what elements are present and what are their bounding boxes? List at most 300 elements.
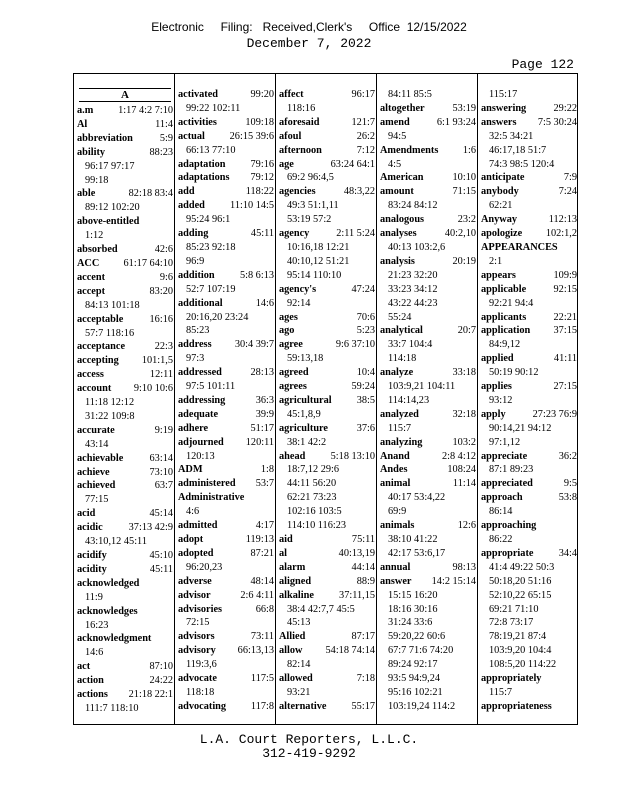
index-continuation-line bbox=[279, 102, 375, 116]
page-line-refs: 95:14 110:10 bbox=[287, 269, 342, 281]
index-continuation-line bbox=[77, 619, 173, 633]
page-line-refs: 115:7 bbox=[388, 422, 412, 434]
index-entry bbox=[77, 521, 173, 535]
index-entry bbox=[279, 700, 375, 714]
page-line-refs: 42:6 bbox=[154, 244, 173, 256]
index-term: ago bbox=[279, 325, 295, 337]
index-continuation-line bbox=[380, 672, 476, 686]
page-line-refs: 73:10 bbox=[149, 466, 173, 478]
index-entry bbox=[77, 340, 173, 354]
index-term: advisors bbox=[178, 631, 215, 643]
index-continuation-line bbox=[481, 422, 577, 436]
index-column-1 bbox=[77, 86, 173, 720]
index-entry bbox=[178, 477, 274, 491]
page-line-refs: 18:16 30:16 bbox=[388, 603, 438, 615]
index-continuation-line bbox=[178, 102, 274, 116]
index-entry bbox=[481, 227, 577, 241]
page-line-refs: 41:4 49:22 50:3 bbox=[489, 561, 555, 573]
page-line-refs: 97:1,12 bbox=[489, 436, 521, 448]
index-continuation-line bbox=[481, 589, 577, 603]
index-term: appropriate bbox=[481, 547, 534, 559]
index-term: addition bbox=[178, 269, 215, 281]
index-term: apologize bbox=[481, 228, 523, 240]
index-entry bbox=[279, 227, 375, 241]
index-entry bbox=[380, 116, 476, 130]
index-continuation-line bbox=[279, 436, 375, 450]
page-line-refs: 87:10 bbox=[149, 661, 173, 673]
index-continuation-line bbox=[380, 338, 476, 352]
page-line-refs: 1:12 bbox=[85, 230, 104, 242]
index-term: accent bbox=[77, 271, 106, 283]
index-entry bbox=[481, 269, 577, 283]
page-line-refs: 99:20 bbox=[250, 89, 274, 100]
index-continuation-line bbox=[481, 158, 577, 172]
index-continuation-line bbox=[380, 311, 476, 325]
page-line-refs: 86:22 bbox=[489, 534, 513, 545]
page-line-refs: 117:5 bbox=[250, 673, 274, 685]
page-line-refs: 55:17 bbox=[351, 700, 375, 712]
page-line-refs: 102:16 103:5 bbox=[287, 506, 342, 518]
index-term: actual bbox=[178, 130, 205, 142]
page-line-refs: 40:17 53:4,22 bbox=[388, 492, 446, 504]
index-term: aforesaid bbox=[279, 116, 320, 128]
index-continuation-line bbox=[77, 160, 173, 174]
page-line-refs: 89:12 102:20 bbox=[85, 202, 140, 214]
page-line-refs: 38:5 bbox=[356, 394, 375, 406]
page-line-refs: 7:12 bbox=[356, 144, 375, 156]
index-entry bbox=[178, 589, 274, 603]
page-number: Page 122 bbox=[511, 57, 574, 72]
index-continuation-line bbox=[380, 589, 476, 603]
index-entry bbox=[481, 324, 577, 338]
index-continuation-line bbox=[178, 213, 274, 227]
page-line-refs: 102:1,2 bbox=[545, 228, 577, 240]
index-continuation-line bbox=[279, 352, 375, 366]
page-line-refs: 53:8 bbox=[558, 492, 577, 504]
index-continuation-line bbox=[380, 422, 476, 436]
page-line-refs: 33:7 104:4 bbox=[388, 339, 433, 351]
index-entry bbox=[380, 575, 476, 589]
index-continuation-line bbox=[77, 299, 173, 313]
index-continuation-line bbox=[279, 408, 375, 422]
index-continuation-line bbox=[380, 547, 476, 561]
index-continuation-line bbox=[380, 269, 476, 283]
index-entry bbox=[380, 450, 476, 464]
page-line-refs: 90:14,21 94:12 bbox=[489, 422, 552, 434]
index-continuation-line bbox=[279, 519, 375, 533]
page-line-refs: 29:22 bbox=[553, 102, 577, 114]
page-line-refs: 37:11,15 bbox=[339, 589, 375, 601]
page-line-refs: 75:11 bbox=[351, 534, 375, 545]
index-term: Amendments bbox=[380, 144, 439, 156]
index-continuation-line bbox=[481, 561, 577, 575]
page-line-refs: 92:14 bbox=[287, 297, 311, 309]
index-continuation-line bbox=[77, 174, 173, 188]
page-line-refs: 7:24 bbox=[558, 186, 577, 198]
index-entry bbox=[77, 563, 173, 577]
page-line-refs: 44:14 bbox=[351, 561, 375, 573]
page-line-refs: 101:1,5 bbox=[141, 355, 173, 367]
index-term: activities bbox=[178, 116, 217, 128]
index-entry bbox=[279, 394, 375, 408]
index-continuation-line bbox=[178, 505, 274, 519]
page-line-refs: 14:2 15:14 bbox=[431, 575, 476, 587]
index-term: aligned bbox=[279, 575, 312, 587]
index-entry bbox=[77, 243, 173, 257]
index-term: alarm bbox=[279, 561, 306, 573]
index-entry bbox=[380, 171, 476, 185]
page-line-refs: 9:6 37:10 bbox=[335, 339, 375, 351]
index-entry bbox=[380, 463, 476, 477]
page-line-refs: 37:6 bbox=[356, 422, 375, 434]
index-term: agency bbox=[279, 228, 310, 240]
page-line-refs: 111:7 118:10 bbox=[85, 702, 139, 714]
index-entry bbox=[178, 547, 274, 561]
index-term: accept bbox=[77, 285, 106, 297]
index-continuation-line bbox=[77, 396, 173, 410]
index-term: amend bbox=[380, 116, 410, 128]
index-term: agreed bbox=[279, 367, 309, 379]
page-line-refs: 85:23 92:18 bbox=[186, 241, 236, 253]
index-term: altogether bbox=[380, 102, 425, 114]
index-continuation-line bbox=[481, 533, 577, 547]
page-line-refs: 43:22 44:23 bbox=[388, 297, 438, 309]
page-line-refs: 79:12 bbox=[250, 172, 274, 184]
index-continuation-line bbox=[77, 410, 173, 424]
page-line-refs: 14:6 bbox=[255, 297, 274, 309]
index-term: absorbed bbox=[77, 244, 118, 256]
index-term: afternoon bbox=[279, 144, 322, 156]
page-line-refs: 33:18 bbox=[452, 367, 476, 379]
page-line-refs: 43:10,12 45:11 bbox=[85, 536, 147, 548]
index-term: al bbox=[279, 547, 288, 559]
index-term: alternative bbox=[279, 700, 327, 712]
index-term: action bbox=[77, 675, 104, 687]
page-line-refs: 48:3,22 bbox=[343, 186, 375, 198]
index-term: addressed bbox=[178, 367, 222, 379]
index-continuation-line bbox=[481, 630, 577, 644]
page-line-refs: 96:9 bbox=[186, 255, 205, 267]
index-continuation-line bbox=[77, 591, 173, 605]
index-term: answering bbox=[481, 102, 527, 114]
page-line-refs: 74:3 98:5 120:4 bbox=[489, 158, 555, 170]
index-entry bbox=[178, 338, 274, 352]
index-continuation-line bbox=[279, 477, 375, 491]
index-entry bbox=[77, 382, 173, 396]
page-line-refs: 120:13 bbox=[186, 450, 215, 462]
index-term: allowed bbox=[279, 673, 313, 685]
index-continuation-line bbox=[481, 338, 577, 352]
index-continuation-line bbox=[178, 241, 274, 255]
index-entry bbox=[380, 255, 476, 269]
page-line-refs: 96:17 bbox=[351, 89, 375, 100]
index-entry bbox=[279, 283, 375, 297]
index-entry bbox=[77, 605, 173, 619]
page-line-refs: 95:24 96:1 bbox=[186, 214, 231, 226]
index-entry bbox=[77, 466, 173, 480]
index-term: approaching bbox=[481, 520, 537, 532]
index-continuation-line bbox=[77, 646, 173, 660]
index-continuation-line bbox=[481, 644, 577, 658]
page-line-refs: 83:20 bbox=[149, 285, 173, 297]
page-line-refs: 40:10,12 51:21 bbox=[287, 255, 350, 267]
index-entry bbox=[380, 227, 476, 241]
index-entry bbox=[77, 354, 173, 368]
page-line-refs: 72:8 73:17 bbox=[489, 617, 534, 629]
index-entry bbox=[279, 338, 375, 352]
index-continuation-line bbox=[380, 394, 476, 408]
index-entry bbox=[279, 116, 375, 130]
page-line-refs: 12:6 bbox=[457, 520, 476, 532]
index-term: acidify bbox=[77, 550, 107, 561]
index-entry bbox=[178, 422, 274, 436]
index-term: addressing bbox=[178, 394, 226, 406]
page-line-refs: 45:13 bbox=[287, 617, 311, 629]
page-line-refs: 4:6 bbox=[186, 506, 200, 518]
page-line-refs: 108:24 bbox=[447, 464, 476, 476]
index-continuation-line bbox=[481, 505, 577, 519]
index-column-5 bbox=[481, 88, 577, 720]
index-continuation-line bbox=[380, 380, 476, 394]
page-line-refs: 66:13 77:10 bbox=[186, 144, 236, 156]
index-continuation-line bbox=[178, 561, 274, 575]
index-entry bbox=[279, 672, 375, 686]
index-entry bbox=[279, 311, 375, 325]
index-term: achievable bbox=[77, 452, 124, 464]
index-entry bbox=[481, 672, 577, 686]
page-line-refs: 50:19 90:12 bbox=[489, 367, 539, 379]
page-line-refs: 37:15 bbox=[553, 325, 577, 337]
page-line-refs: 33:23 34:12 bbox=[388, 283, 438, 295]
page-line-refs: 42:17 53:6,17 bbox=[388, 547, 446, 559]
index-entry bbox=[279, 547, 375, 561]
page-line-refs: 84:9,12 bbox=[489, 339, 521, 351]
index-term: Al bbox=[77, 118, 88, 130]
page-line-refs: 72:15 bbox=[186, 617, 210, 629]
index-entry bbox=[178, 297, 274, 311]
index-term: analyzed bbox=[380, 408, 419, 420]
page-line-refs: 103:9,21 104:11 bbox=[388, 381, 456, 393]
index-entry bbox=[481, 283, 577, 297]
index-entry bbox=[178, 644, 274, 658]
page-line-refs: 86:14 bbox=[489, 506, 513, 518]
index-continuation-line bbox=[178, 283, 274, 297]
index-entry bbox=[178, 700, 274, 714]
column-divider bbox=[477, 74, 478, 724]
index-term: answer bbox=[380, 575, 412, 587]
index-term: Anyway bbox=[481, 214, 518, 226]
page-line-refs: 109:18 bbox=[245, 116, 274, 128]
index-term: acceptance bbox=[77, 341, 126, 353]
index-entry bbox=[481, 116, 577, 130]
index-entry bbox=[481, 450, 577, 464]
index-term: acid bbox=[77, 508, 96, 520]
index-term: alkaline bbox=[279, 589, 314, 601]
index-term: applies bbox=[481, 381, 512, 393]
index-continuation-line bbox=[77, 229, 173, 243]
index-term: agree bbox=[279, 339, 303, 351]
index-term: answers bbox=[481, 116, 517, 128]
page-line-refs: 62:21 73:23 bbox=[287, 492, 337, 504]
index-term: adding bbox=[178, 228, 209, 240]
index-continuation-line bbox=[77, 702, 173, 716]
index-entry bbox=[481, 241, 577, 255]
index-entry bbox=[77, 118, 173, 132]
index-entry bbox=[481, 700, 577, 714]
page-line-refs: 20:7 bbox=[457, 325, 476, 337]
index-continuation-line bbox=[279, 269, 375, 283]
page-line-refs: 73:11 bbox=[250, 631, 274, 643]
column-divider bbox=[174, 74, 175, 724]
index-entry bbox=[279, 158, 375, 172]
page-line-refs: 87:17 bbox=[351, 631, 375, 643]
index-continuation-line bbox=[178, 686, 274, 700]
page-line-refs: 61:17 64:10 bbox=[123, 257, 173, 269]
index-entry bbox=[178, 436, 274, 450]
index-continuation-line bbox=[380, 644, 476, 658]
index-continuation-line bbox=[279, 171, 375, 185]
page-line-refs: 24:22 bbox=[149, 675, 173, 687]
page-line-refs: 6:1 93:24 bbox=[436, 116, 476, 128]
page-line-refs: 89:24 92:17 bbox=[388, 659, 438, 671]
page-line-refs: 7:5 30:24 bbox=[537, 116, 577, 128]
index-continuation-line bbox=[481, 394, 577, 408]
page-line-refs: 9:10 10:6 bbox=[133, 383, 173, 395]
page-line-refs: 97:5 101:11 bbox=[186, 381, 236, 393]
page-line-refs: 99:18 bbox=[85, 174, 109, 186]
index-term: agricultural bbox=[279, 394, 332, 406]
index-entry bbox=[178, 533, 274, 547]
index-entry bbox=[77, 674, 173, 688]
index-entry bbox=[77, 577, 173, 591]
index-term: activated bbox=[178, 89, 219, 100]
index-continuation-line bbox=[279, 199, 375, 213]
index-entry bbox=[178, 130, 274, 144]
page-line-refs: 95:16 102:21 bbox=[388, 686, 443, 698]
page-line-refs: 114:14,23 bbox=[388, 394, 430, 406]
page-line-refs: 18:7,12 29:6 bbox=[287, 464, 340, 476]
page-line-refs: 21:23 32:20 bbox=[388, 269, 438, 281]
index-entry bbox=[279, 130, 375, 144]
page-line-refs: 26:2 bbox=[356, 130, 375, 142]
index-entry bbox=[77, 632, 173, 646]
index-term: adverse bbox=[178, 575, 212, 587]
index-entry bbox=[380, 185, 476, 199]
index-entry bbox=[279, 644, 375, 658]
page-line-refs: 16:23 bbox=[85, 619, 109, 631]
index-term: achieve bbox=[77, 466, 110, 478]
page-line-refs: 20:19 bbox=[452, 255, 476, 267]
index-continuation-line bbox=[279, 616, 375, 630]
page-line-refs: 12:11 bbox=[149, 369, 173, 381]
page-line-refs: 84:11 85:5 bbox=[388, 89, 432, 100]
page-line-refs: 71:15 bbox=[452, 186, 476, 198]
index-entry bbox=[279, 380, 375, 394]
index-entry bbox=[178, 185, 274, 199]
index-term: APPEARANCES bbox=[481, 241, 558, 253]
index-entry bbox=[77, 688, 173, 702]
index-entry bbox=[279, 450, 375, 464]
page-line-refs: 88:23 bbox=[149, 146, 173, 158]
index-term: appropriately bbox=[481, 673, 542, 685]
index-continuation-line bbox=[380, 505, 476, 519]
index-entry bbox=[481, 311, 577, 325]
index-continuation-line bbox=[178, 616, 274, 630]
index-term: adopt bbox=[178, 534, 204, 545]
page-line-refs: 21:18 22:1 bbox=[128, 689, 173, 701]
page-line-refs: 4:5 bbox=[388, 158, 402, 170]
index-term: agrees bbox=[279, 381, 307, 393]
page-line-refs: 5:8 6:13 bbox=[239, 269, 274, 281]
page-line-refs: 77:15 bbox=[85, 494, 109, 506]
page-line-refs: 63:14 bbox=[149, 452, 173, 464]
index-entry bbox=[481, 491, 577, 505]
index-continuation-line bbox=[77, 327, 173, 341]
index-term: Anand bbox=[380, 450, 410, 462]
index-entry bbox=[380, 366, 476, 380]
page-line-refs: 1:8 bbox=[260, 464, 274, 476]
index-term: able bbox=[77, 188, 96, 200]
page-line-refs: 10:4 bbox=[356, 367, 375, 379]
index-entry bbox=[77, 424, 173, 438]
page-line-refs: 11:10 14:5 bbox=[230, 200, 274, 212]
page-line-refs: 66:13,13 bbox=[237, 645, 274, 657]
index-term: adopted bbox=[178, 547, 214, 559]
index-entry bbox=[77, 285, 173, 299]
page-line-refs: 14:6 bbox=[85, 647, 104, 659]
index-term: acceptable bbox=[77, 313, 124, 325]
page-line-refs: 40:13 103:2,6 bbox=[388, 241, 446, 253]
index-continuation-line bbox=[380, 700, 476, 714]
index-entry bbox=[279, 589, 375, 603]
index-term: account bbox=[77, 383, 112, 395]
index-continuation-line bbox=[481, 436, 577, 450]
page-line-refs: 40:2,10 bbox=[444, 228, 476, 240]
index-term: agency's bbox=[279, 283, 317, 295]
index-continuation-line bbox=[279, 603, 375, 617]
index-term: agriculture bbox=[279, 422, 328, 434]
page-line-refs: 48:14 bbox=[250, 575, 274, 587]
page-line-refs: 82:18 83:4 bbox=[128, 188, 173, 200]
index-entry bbox=[77, 271, 173, 285]
index-continuation-line bbox=[279, 491, 375, 505]
page-line-refs: 40:13,19 bbox=[338, 547, 375, 559]
index-continuation-line bbox=[380, 158, 476, 172]
index-entry bbox=[77, 187, 173, 201]
page-line-refs: 39:9 bbox=[255, 408, 274, 420]
page-line-refs: 78:19,21 87:4 bbox=[489, 631, 547, 643]
index-continuation-line bbox=[380, 533, 476, 547]
index-continuation-line bbox=[178, 658, 274, 672]
page-line-refs: 9:5 bbox=[563, 478, 577, 490]
page-line-refs: 30:4 39:7 bbox=[234, 339, 274, 351]
index-term: achieved bbox=[77, 480, 116, 492]
page-line-refs: 47:24 bbox=[351, 283, 375, 295]
page-line-refs: 5:18 13:10 bbox=[330, 450, 375, 462]
index-term: adhere bbox=[178, 422, 209, 434]
page-line-refs: 119:13 bbox=[245, 534, 274, 545]
page-line-refs: 5:9 bbox=[159, 132, 173, 144]
index-continuation-line bbox=[279, 686, 375, 700]
page-line-refs: 7:9 bbox=[563, 172, 577, 184]
page-line-refs: 87:21 bbox=[250, 547, 274, 559]
index-column-2 bbox=[178, 88, 274, 720]
index-term: adjourned bbox=[178, 436, 224, 448]
index-continuation-line bbox=[481, 616, 577, 630]
page-line-refs: 45:11 bbox=[149, 563, 173, 575]
page-line-refs: 85:23 bbox=[186, 325, 210, 337]
index-term: address bbox=[178, 339, 212, 351]
